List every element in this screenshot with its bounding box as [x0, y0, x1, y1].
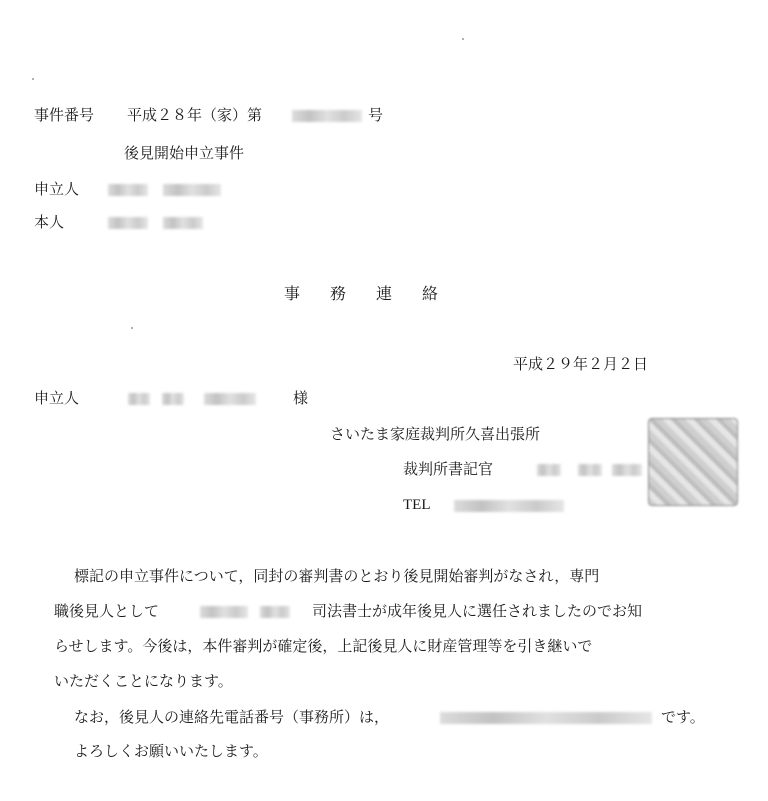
redacted-addressee-1 — [128, 393, 150, 405]
body-line-2b: 司法書士が成年後見人に選任されましたのでお知 — [312, 602, 643, 620]
redacted-addressee-3 — [204, 393, 256, 405]
case-number-prefix: 平成２８年（家）第 — [127, 106, 263, 124]
case-title: 後見開始申立事件 — [124, 144, 245, 162]
petitioner-label: 申立人 — [34, 180, 80, 198]
redacted-clerk-2 — [578, 464, 602, 476]
redacted-clerk-3 — [612, 464, 642, 476]
scan-speck — [32, 78, 34, 80]
redacted-petitioner-surname — [108, 184, 148, 196]
principal-label: 本人 — [34, 213, 65, 231]
redacted-addressee-2 — [162, 393, 184, 405]
redacted-guardian-surname — [200, 606, 248, 618]
clerk-label: 裁判所書記官 — [403, 460, 494, 478]
body-line-2a: 職後見人として — [54, 602, 160, 620]
official-seal-stamp — [648, 418, 738, 506]
notice-title: 事務連絡 — [284, 284, 469, 303]
case-number-suffix: 号 — [368, 106, 384, 124]
addressee-label: 申立人 — [34, 389, 80, 407]
addressee-honorific: 様 — [293, 389, 309, 407]
redacted-principal-given-name — [163, 217, 203, 229]
body-line-5b: です。 — [661, 708, 705, 726]
redacted-case-number — [292, 110, 362, 122]
court-name: さいたま家庭裁判所久喜出張所 — [330, 425, 541, 443]
scan-speck — [462, 38, 464, 40]
redacted-guardian-given-name — [260, 606, 290, 618]
body-line-5a: なお，後見人の連絡先電話番号（事務所）は， — [74, 708, 390, 726]
notice-date: 平成２９年２月２日 — [513, 355, 649, 373]
redacted-tel-number — [454, 500, 564, 512]
body-line-4: いただくことになります。 — [54, 672, 233, 690]
case-number-label: 事件番号 — [34, 106, 95, 124]
redacted-principal-surname — [108, 217, 148, 229]
redacted-office-phone — [440, 712, 652, 724]
body-line-3: らせします。今後は，本件審判が確定後，上記後見人に財産管理等を引き継いで — [54, 637, 593, 655]
body-line-1: 標記の申立事件について，同封の審判書のとおり後見開始審判がなされ，専門 — [74, 567, 600, 585]
redacted-petitioner-given-name — [163, 184, 221, 196]
scan-speck — [131, 327, 133, 329]
body-line-6: よろしくお願いいたします。 — [74, 742, 268, 760]
tel-label: TEL — [403, 497, 431, 513]
redacted-clerk-1 — [537, 464, 561, 476]
